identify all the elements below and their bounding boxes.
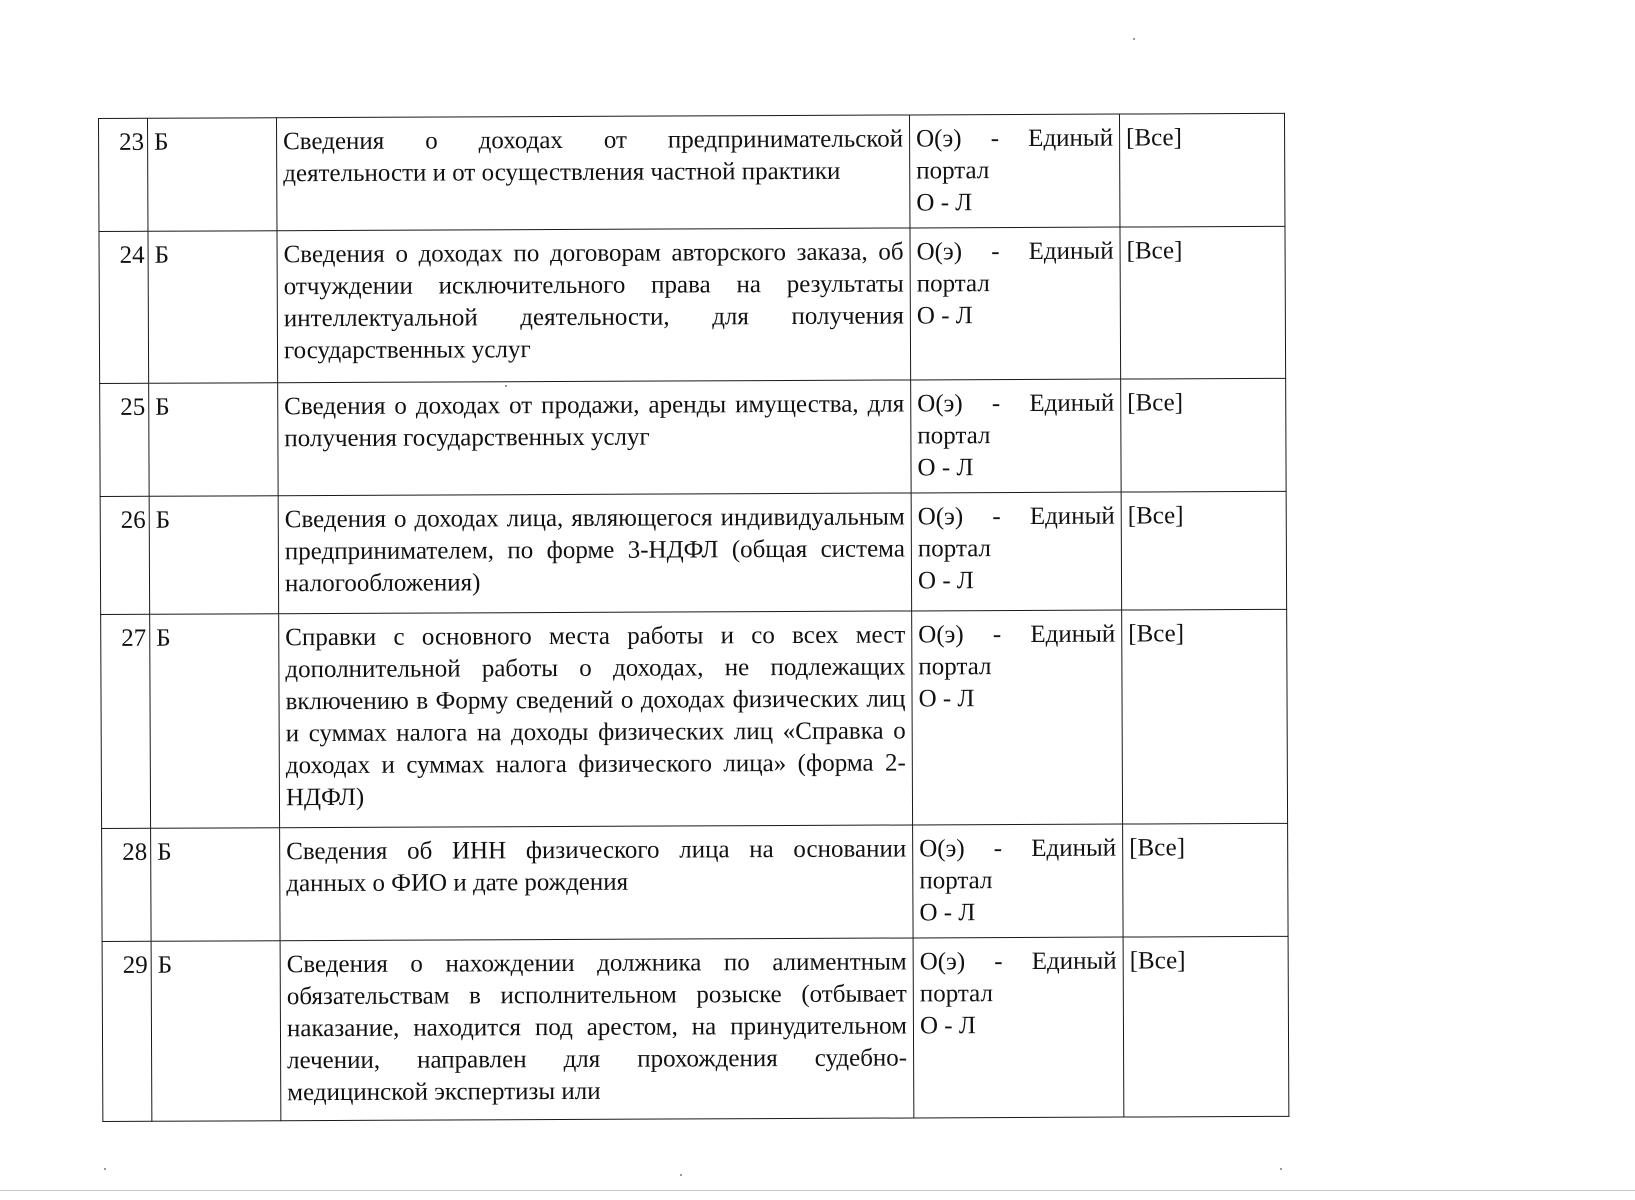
row-access: [Все] — [1123, 936, 1289, 1117]
row-number: 27 — [101, 614, 151, 828]
row-source — [911, 492, 1122, 611]
row-category: Б — [147, 118, 276, 232]
source-ol-text: О - Л — [919, 899, 976, 927]
source-line — [919, 833, 1116, 866]
source-word-text: Единый — [1031, 834, 1117, 862]
row-description: Сведения о доходах по договорам авторского заказа, об отчуждении исключительного права на результаты интеллектуальной деятельности, для получения государственных услуг — [277, 228, 911, 383]
row-access: [Все] — [1120, 226, 1286, 379]
source-ol-text: О - Л — [917, 567, 974, 595]
source-type-text: О(э) — [919, 835, 965, 863]
source-dash-text: - — [994, 948, 1003, 976]
source-dash-text: - — [992, 621, 1002, 649]
source-ol-text: О - Л — [919, 1012, 976, 1040]
row-number: 25 — [100, 383, 149, 496]
table-row — [101, 609, 1288, 828]
source-dash-text: - — [993, 835, 1003, 863]
row-source — [912, 610, 1123, 825]
row-access: [Все] — [1123, 823, 1288, 937]
source-line — [917, 388, 1114, 421]
source-type-text: О(э) — [916, 125, 962, 153]
source-type-text: О(э) — [917, 390, 963, 418]
source-line — [917, 236, 1114, 269]
source-ol-text: О - Л — [916, 302, 973, 330]
row-source — [909, 114, 1119, 228]
source-portal-text: портал — [919, 867, 993, 895]
scan-speck — [505, 385, 507, 387]
row-category: Б — [149, 383, 278, 497]
scan-speck — [1280, 1168, 1282, 1170]
row-access: [Все] — [1121, 491, 1287, 610]
row-description: Сведения о доходах от продажи, аренды имущества, для получения государственных услуг — [278, 380, 911, 496]
table-row — [100, 378, 1286, 496]
source-portal-text: портал — [919, 980, 993, 1008]
row-category: Б — [148, 231, 278, 384]
source-portal-text: портал — [917, 422, 991, 450]
scan-edge-line — [0, 1190, 1635, 1191]
source-word-text: Единый — [1028, 124, 1114, 152]
row-number: 23 — [98, 118, 147, 231]
row-description: Сведения о нахождении должника по алиментным обязательствам в исполнительном розыске (отбывает наказание, находится под арестом, на принудительном лечении, направлен для прохождения судебно-медицинской экспертизы или — [280, 938, 914, 1121]
source-portal-text: портал — [916, 157, 990, 185]
source-portal-text: портал — [917, 535, 992, 563]
scan-speck — [680, 1174, 682, 1176]
row-description: Сведения о доходах лица, являющегося индивидуальным предпринимателем, по форме 3-НДФЛ (общая система налогообложения) — [278, 493, 912, 614]
table-row — [100, 491, 1287, 614]
table-row — [99, 226, 1286, 383]
source-type-text: О(э) — [916, 238, 963, 266]
source-line — [920, 946, 1117, 979]
table-row — [102, 823, 1288, 941]
row-access: [Все] — [1119, 113, 1284, 227]
row-description: Справки с основного места работы и со всех мест дополнительной работы о доходах, не подлежащих включению в Форму сведений о доходах физических лиц и суммах налога на доходы физических лиц «Справка о доходах и суммах налога физического лица» (форма 2-НДФЛ) — [279, 611, 913, 828]
row-category: Б — [151, 828, 280, 942]
source-dash-text: - — [991, 238, 1000, 266]
source-line — [918, 501, 1115, 534]
source-word-text: Единый — [1031, 947, 1117, 975]
source-type-text: О(э) — [918, 621, 964, 649]
row-source — [913, 824, 1123, 938]
row-description: Сведения об ИНН физического лица на основании данных о ФИО и дате рождения — [280, 825, 913, 941]
source-word-text: Единый — [1028, 237, 1114, 265]
source-ol-text: О - Л — [917, 454, 974, 482]
source-line — [918, 619, 1115, 652]
row-number: 29 — [102, 941, 152, 1121]
table-body — [98, 113, 1288, 1121]
table-row — [98, 113, 1284, 231]
row-source — [910, 227, 1121, 380]
scan-speck — [104, 1168, 106, 1170]
row-number: 24 — [99, 231, 149, 383]
services-table — [98, 113, 1289, 1122]
table-row — [102, 936, 1289, 1121]
row-access: [Все] — [1121, 378, 1286, 492]
row-source — [911, 379, 1121, 493]
source-line — [916, 123, 1113, 156]
source-portal-text: портал — [916, 270, 990, 298]
source-dash-text: - — [990, 125, 1000, 153]
source-ol-text: О - Л — [918, 685, 975, 713]
scan-speck — [1133, 38, 1135, 40]
source-dash-text: - — [991, 390, 1001, 418]
source-dash-text: - — [992, 503, 1001, 531]
row-access: [Все] — [1122, 609, 1288, 824]
source-type-text: О(э) — [917, 503, 964, 531]
source-portal-text: портал — [918, 653, 992, 681]
row-number: 26 — [100, 496, 150, 614]
row-number: 28 — [102, 828, 151, 941]
row-description: Сведения о доходах от предпринимательской деятельности и от осуществления частной практики — [276, 115, 909, 231]
source-word-text: Единый — [1030, 620, 1116, 648]
source-type-text: О(э) — [919, 948, 966, 976]
row-category: Б — [151, 941, 281, 1122]
source-ol-text: О - Л — [916, 189, 973, 217]
row-category: Б — [150, 614, 280, 829]
row-category: Б — [149, 496, 279, 615]
row-source — [913, 937, 1124, 1118]
source-word-text: Единый — [1029, 502, 1115, 530]
source-word-text: Единый — [1029, 389, 1115, 417]
